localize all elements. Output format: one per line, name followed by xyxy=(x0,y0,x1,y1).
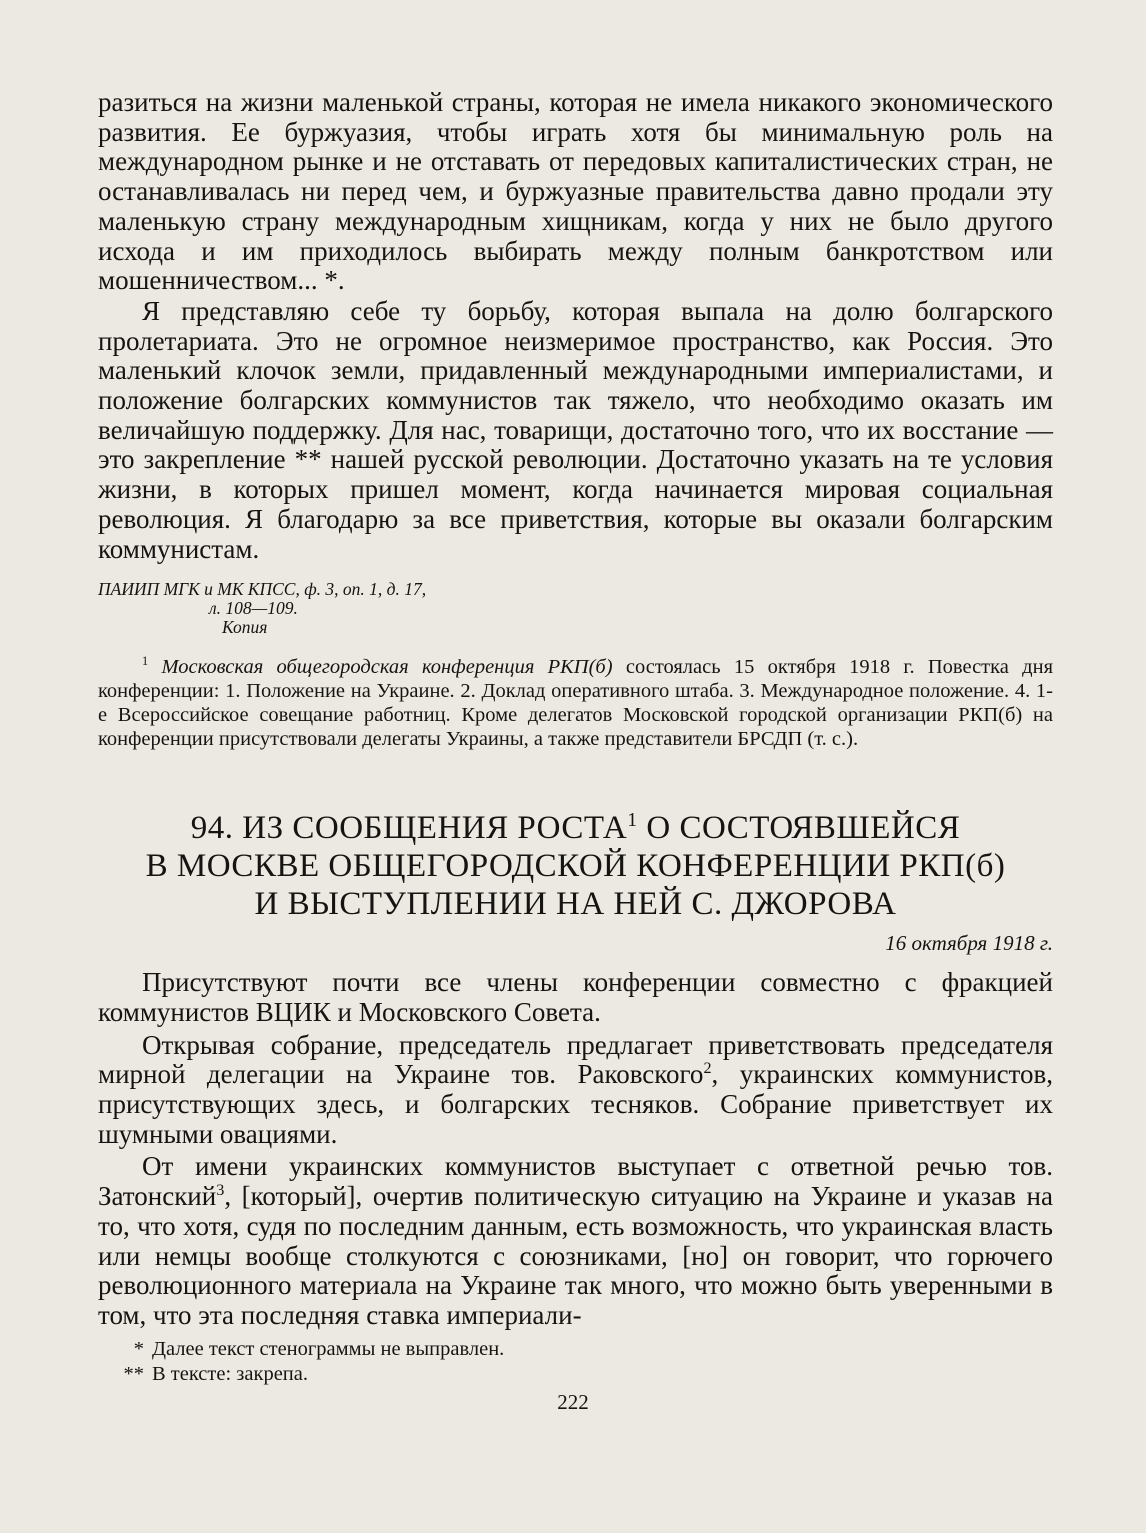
heading-line-3: И ВЫСТУПЛЕНИИ НА НЕЙ С. ДЖОРОВА xyxy=(254,886,897,923)
text: От имени украинских коммунистов выступает с ответной речью тов. Затонский xyxy=(98,1151,1053,1212)
footnotes xyxy=(98,1337,1053,1387)
endnote-text: состоялась 15 октября 1918 г. Повестка дня конференции: 1. Положение на Украине. 2. Доклад оперативного штаба. 3. Международное положение. 4. 1-е Всероссийское совещание работниц. Кроме делегатов Московской городской организации РКП(б) на конференции присутствовали делегаты Украины, а также представители БРСДП (т. с.). xyxy=(98,656,1053,751)
endnote-marker: 1 xyxy=(142,654,149,669)
footnote xyxy=(98,1362,1053,1387)
footnote-ref: 3 xyxy=(216,1181,225,1200)
text: Открывая собрание, председатель предлагает приветствовать председателя мирной делегации на Украине тов. Раковского xyxy=(98,1029,1053,1090)
archive-reference xyxy=(98,580,1053,637)
paragraph xyxy=(98,1031,1053,1150)
paragraph-continued: разиться на жизни маленькой страны, которая не имела никакого экономического развития. Ее буржуазия, чтобы играть хотя бы минимальную роль на международном рынке и не отставать от передовых капиталистических стран, не останавливалась ни перед чем, и буржуазные правительства давно продали эту маленькую страну международным хищникам, когда у них не было другого исхода и им приходилось выбирать между полным банкротством или мошенничеством... *. xyxy=(98,87,1053,296)
page-body xyxy=(98,88,1053,1387)
heading-text: О СОСТОЯВШЕЙСЯ xyxy=(646,810,961,847)
footnote xyxy=(98,1337,1053,1362)
dateline: 16 октября 1918 г. xyxy=(885,931,1053,956)
text: , [который], очертив политическую ситуацию на Украине и указав на то, что хотя, судя по последним данным, есть возможность, что украинская власть или немцы вообще столкуются с союзниками, [но] он говорит, что горючего революционного материала на Украине так много, что можно быть уверенными в том, что эта последняя ставка империали- xyxy=(98,1181,1053,1330)
heading-line-2: В МОСКВЕ ОБЩЕГОРОДСКОЙ КОНФЕРЕНЦИИ РКП(б) xyxy=(145,848,1006,885)
archive-line: л. 108—109. xyxy=(209,598,298,619)
document-heading xyxy=(98,809,1053,923)
endnote xyxy=(98,655,1053,751)
paragraph: Я представляю себе ту борьбу, которая выпала на долю болгарского пролетариата. Это не огромное неизмеримое пространство, как Россия. Это маленький клочок земли, придавленный международными империалистами, и положение болгарских коммунистов так тяжело, что необходимо оказать им величайшую поддержку. Для нас, товарищи, достаточно того, что их восстание — это закрепление ** нашей русской революции. Достаточно указать на те условия жизни, в которых пришел момент, когда начинается мировая социальная революция. Я благодарю за все приветствия, которые вы оказали болгарским коммунистам. xyxy=(98,295,1053,564)
archive-line: ПАИИП МГК и МК КПСС, ф. 3, оп. 1, д. 17, xyxy=(98,579,427,600)
paragraph: Присутствуют почти все члены конференции совместно с фракцией коммунистов ВЦИК и Московского Совета. xyxy=(98,967,1053,1027)
endnote-italic: Московская общегородская конференция РКП(б) xyxy=(161,656,613,679)
heading-ref: 1 xyxy=(627,809,638,832)
text: , украинских коммунистов, присутствующих здесь, и болгарских тесняков. Собрание приветствует их шумными овациями. xyxy=(98,1059,1053,1149)
page-number: 222 xyxy=(557,1390,589,1414)
footnote-mark: ** xyxy=(123,1362,144,1385)
report-body xyxy=(98,968,1053,1330)
footnote-text: Далее текст стенограммы не выправлен. xyxy=(152,1337,505,1360)
footnote-ref: 2 xyxy=(703,1059,712,1078)
footnote-text: В тексте: закрепа. xyxy=(152,1362,308,1385)
footnote-mark: * xyxy=(133,1337,144,1360)
heading-line-1 xyxy=(98,809,1053,847)
paragraph xyxy=(98,1152,1053,1330)
heading-text: 94. ИЗ СООБЩЕНИЯ РОСТА xyxy=(190,810,628,847)
archive-line: Копия xyxy=(222,617,268,638)
